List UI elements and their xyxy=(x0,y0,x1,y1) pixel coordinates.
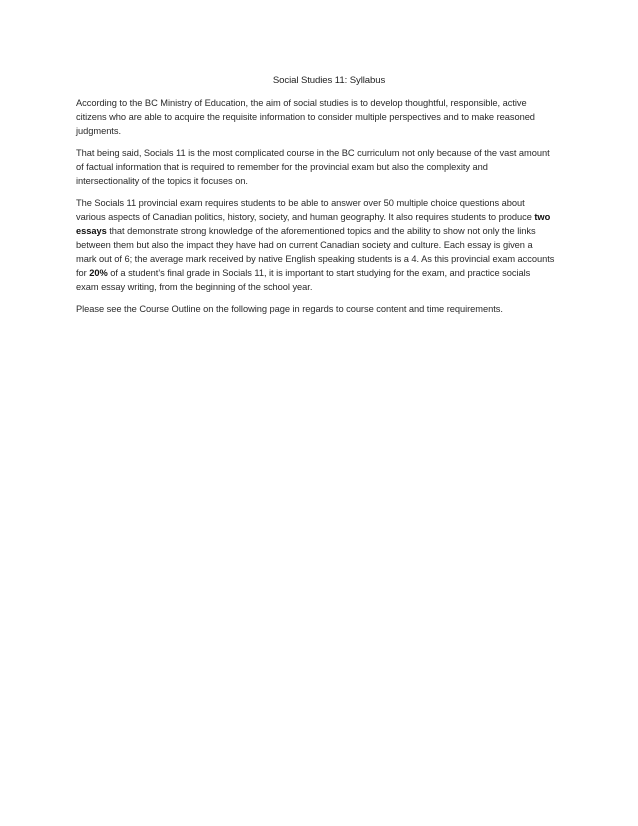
text-run: of a student’s final grade in Socials 11, it is important to start studying for the exam, and practice socials xyxy=(107,268,531,278)
paragraph-line: intersectionality of the topics it focuses on. xyxy=(76,176,248,186)
paragraph-line xyxy=(76,210,576,224)
paragraph-course-outline xyxy=(76,302,576,316)
text-run: for xyxy=(76,268,90,278)
paragraph-exam xyxy=(76,196,576,294)
paragraph-line: Please see the Course Outline on the following page in regards to course content and time requirements. xyxy=(76,304,503,314)
paragraph-line: mark out of 6; the average mark received by native English speaking students is a 4. As this provincial exam accounts xyxy=(76,254,555,264)
paragraph-line: That being said, Socials 11 is the most complicated course in the BC curriculum not only because of the vast amount xyxy=(76,148,550,158)
text-run: various aspects of Canadian politics, history, society, and human geography. It also requires students to produce xyxy=(76,212,535,222)
paragraph-line xyxy=(76,266,576,280)
paragraph-line: between them but also the impact they have had on current Canadian society and culture. Each essay is given a xyxy=(76,240,533,250)
paragraph-line: The Socials 11 provincial exam requires students to be able to answer over 50 multiple choice questions about xyxy=(76,198,525,208)
paragraph-line: exam essay writing, from the beginning of the school year. xyxy=(76,282,313,292)
paragraph-line: According to the BC Ministry of Education, the aim of social studies is to develop thoughtful, responsible, active xyxy=(76,98,527,108)
bold-text-essays: essays xyxy=(76,226,107,236)
document-title: Social Studies 11: Syllabus xyxy=(272,75,386,86)
paragraph-line xyxy=(76,224,576,238)
paragraph-line: judgments. xyxy=(76,126,121,136)
document-page xyxy=(76,74,576,324)
text-run: that demonstrate strong knowledge of the aforementioned topics and the ability to show not only the links xyxy=(106,226,536,236)
paragraph-aim xyxy=(76,96,576,138)
paragraph-line: citizens who are able to acquire the requisite information to consider multiple perspectives and to make reasoned xyxy=(76,112,535,122)
bold-text-percentage: 20% xyxy=(89,268,108,278)
paragraph-complexity xyxy=(76,146,576,188)
paragraph-line: of factual information that is required to remember for the provincial exam but also the complexity and xyxy=(76,162,488,172)
bold-text-two: two xyxy=(534,212,551,222)
